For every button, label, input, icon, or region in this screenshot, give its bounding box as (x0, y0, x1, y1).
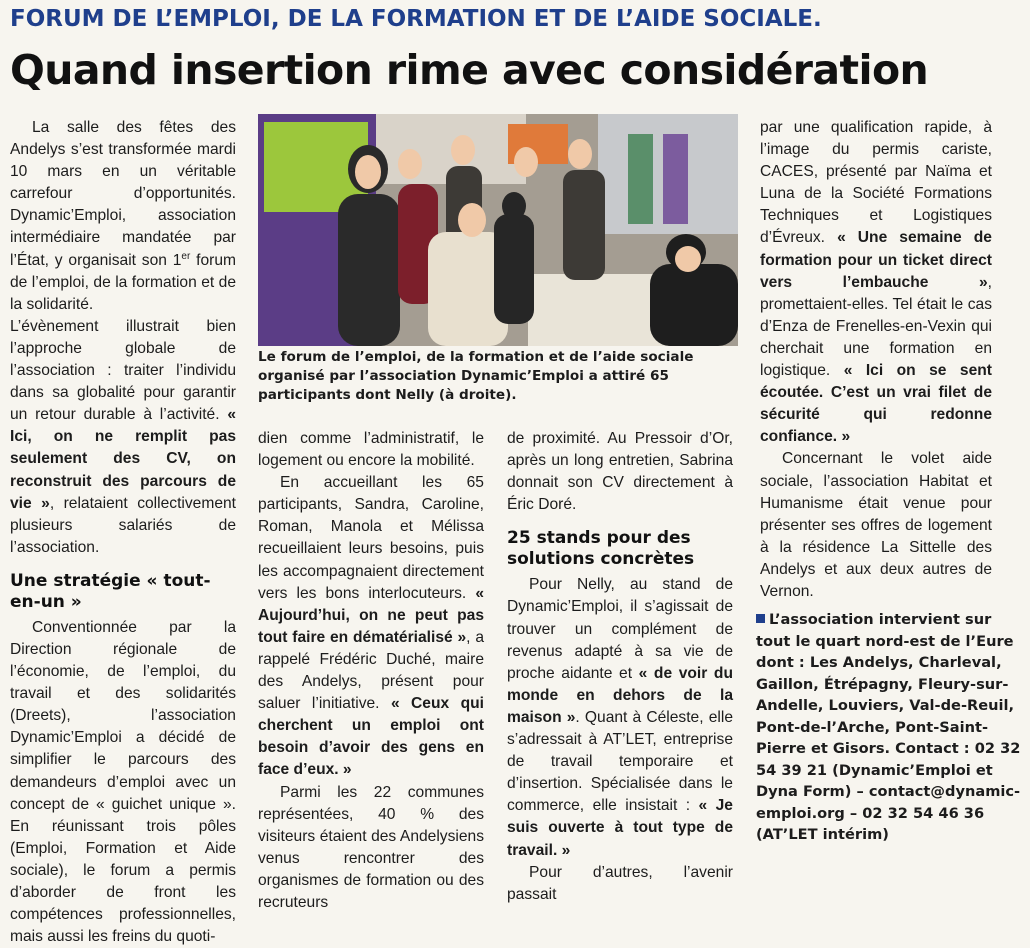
column-3 (507, 428, 733, 906)
info-box: L’association intervient sur tout le quart nord-est de l’Eure dont : Les Andelys, Charleval, Gaillon, Étrépagny, Fleury-sur-Andelle, Louviers, Val-de-Reuil, Pont-de-l’Arche, Pont-Saint-Pierre et Gisors. Contact : 02 32 54 39 21 (Dynamic’Emploi et Dyna Form) – contact@dynamic-emploi.org – 02 32 54 46 36 (AT’LET intérim) (756, 611, 1021, 843)
paragraph: Conventionnée par la Direction régionale de l’économie, de l’emploi, du travail et des solidarités (Dreets), l’association Dynamic’Emploi a décidé de simplifier le parcours des demandeurs d’emploi avec un concept de « guichet unique ». En réunissant trois pôles (Emploi, Formation et Aide sociale), le forum a permis d’aborder de front les compétences professionnelles, mais aussi les freins du quoti- (10, 618, 236, 946)
photo-caption: Le forum de l’emploi, de la formation et de l’aide sociale organisé par l’association Dynamic’Emploi a attiré 65 participants dont Nelly (à droite). (258, 349, 694, 403)
paragraph: La salle des fêtes des Andelys s’est transformée mardi 10 mars en un véritable carrefour d’opportunités. Dynamic’Emploi, association intermédiaire mandatée par l’État, y organisait son 1er forum de l’emploi, de la formation et de la solidarité. (10, 119, 236, 313)
paragraph: Concernant le volet aide sociale, l’association Habitat et Humanisme était venue pour présenter ses offres de logement à la résidence La Sittelle des Andelys et aux deux autres de Vernon. (760, 450, 992, 600)
bullet-square-icon (756, 614, 765, 623)
article-kicker: FORUM DE L’EMPLOI, DE LA FORMATION ET DE L’AIDE SOCIALE. (10, 6, 822, 32)
paragraph: L’évènement illustrait bien l’approche globale de l’association : traiter l’individu dans sa globalité pour garantir un retour durable à l’activité. « Ici, on ne remplit pas seulement des CV, on reconstruit des parcours de vie », relataient collectivement plusieurs salariés de l’association. (10, 317, 236, 556)
article-headline: Quand insertion rime avec considération (10, 46, 929, 94)
article-photo (258, 114, 738, 346)
paragraph: En accueillant les 65 participants, Sandra, Caroline, Roman, Manola et Mélissa recueillaient leurs besoins, puis les accompagnaient directement vers les bons interlocuteurs. « Aujourd’hui, on ne peut pas tout faire en dématérialisé », a rappelé Frédéric Duché, maire des Andelys, présent pour saluer l’initiative. « Ceux qui cherchent un emploi ont besoin d’avoir des gens en face d’eux. » (258, 474, 484, 779)
photo-illustration (258, 114, 738, 346)
paragraph: Parmi les 22 communes représentées, 40 % des visiteurs étaient des Andelysiens venus rencontrer des organismes de formation ou des recruteurs (258, 783, 484, 911)
paragraph: par une qualification rapide, à l’image du permis cariste, CACES, présenté par Naïma et Luna de la Société Formations Techniques et Logistiques d’Évreux. « Une semaine de formation pour un ticket direct vers l’embauche », promettaient-elles. Tel était le cas d’Enza de Frenelles-en-Vexin qui cherchait une formation en logistique. « Ici on se sent écoutée. C’est un vrai filet de sécurité qui redonne confiance. » (760, 119, 992, 446)
section-heading: 25 stands pour des solutions concrètes (507, 528, 695, 570)
paragraph: de proximité. Au Pressoir d’Or, après un long entretien, Sabrina donnait son CV directement à Éric Doré. (507, 430, 733, 514)
paragraph: dien comme l’administratif, le logement ou encore la mobilité. (258, 430, 484, 470)
column-1 (10, 117, 236, 948)
column-2 (258, 428, 484, 914)
paragraph: Pour Nelly, au stand de Dynamic’Emploi, il s’agissait de trouver un complément de revenus adapté à sa vie de proche aidante et « de voir du monde en dehors de la maison ». Quant à Céleste, elle s’adressait à AT’LET, entreprise de travail temporaire et d’insertion. Spécialisée dans le commerce, elle insistait : « Je suis ouverte à tout type de travail. » (507, 576, 733, 859)
section-heading: Une stratégie « tout-en-un » (10, 570, 211, 612)
paragraph: Pour d’autres, l’avenir passait (507, 863, 733, 903)
column-4 (760, 117, 992, 603)
